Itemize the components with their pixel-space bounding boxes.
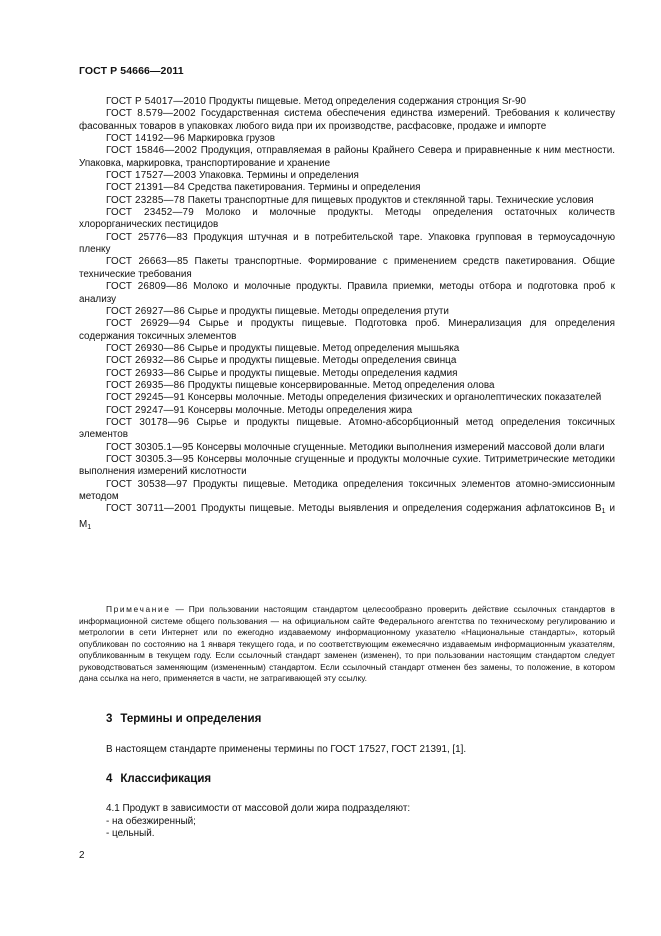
list-item: - на обезжиренный; (106, 815, 196, 827)
section-3-text: В настоящем стандарте применены термины по ГОСТ 17527, ГОСТ 21391, [1]. (106, 744, 467, 755)
reference-item: ГОСТ 26933—86 Сырье и продукты пищевые. Методы определения кадмия (106, 367, 458, 379)
reference-item: ГОСТ 23452—79 Молоко и молочные продукты. Методы определения остаточных количеств хлорорганических пестицидов (79, 207, 615, 231)
reference-item: ГОСТ 15846—2002 Продукция, отправляемая в районы Крайнего Севера и приравненные к ним местности. Упаковка, маркировка, транспортирование и хранение (79, 145, 615, 169)
reference-item: ГОСТ 17527—2003 Упаковка. Термины и определения (106, 170, 359, 182)
reference-item: ГОСТ 14192—96 Маркировка грузов (106, 133, 275, 145)
reference-item: ГОСТ 8.579—2002 Государственная система обеспечения единства измерений. Требования к количеству фасованных товаров в упаковках любого вида при их производстве, расфасовке, продаже и импорте (79, 108, 616, 132)
reference-item: ГОСТ 26932—86 Сырье и продукты пищевые. Методы определения свинца (106, 355, 457, 367)
page-number: 2 (79, 850, 85, 861)
reference-item: ГОСТ 29247—91 Консервы молочные. Методы определения жира (106, 404, 413, 416)
reference-item: ГОСТ 21391—84 Средства пакетирования. Термины и определения (106, 182, 421, 194)
reference-item: ГОСТ 26935—86 Продукты пищевые консервированные. Метод определения олова (106, 379, 495, 391)
reference-item: ГОСТ 26809—86 Молоко и молочные продукты. Правила приемки, методы отбора и подготовка проб к анализу (79, 281, 615, 305)
section-4-heading: 4 Классификация (106, 773, 212, 785)
reference-item: ГОСТ 26929—94 Сырье и продукты пищевые. Подготовка проб. Минерализация для определения содержания токсичных элементов (79, 318, 615, 342)
reference-item: ГОСТ 30538—97 Продукты пищевые. Методика определения токсичных элементов атомно-эмиссионным методом (79, 478, 615, 502)
reference-item: ГОСТ 25776—83 Продукция штучная и в потребительской таре. Упаковка групповая в термоусадочную пленку (79, 231, 615, 256)
reference-item: ГОСТ 30178—96 Сырье и продукты пищевые. Атомно-абсорбционный метод определения токсичных элементов (79, 416, 615, 441)
reference-item: ГОСТ 29245—91 Консервы молочные. Методы определения физических и органолептических показателей (106, 392, 602, 404)
reference-item: ГОСТ 30305.3—95 Консервы молочные сгущенные и продукты молочные сухие. Титриметрические методики выполнения измерений кислотности (79, 453, 615, 478)
reference-item: ГОСТ 26663—85 Пакеты транспортные. Формирование с применением средств пакетирования. Общие технические требования (79, 256, 615, 280)
page-header: ГОСТ Р 54666—2011 (79, 65, 184, 77)
reference-item: ГОСТ 30305.1—95 Консервы молочные сгущенные. Методики выполнения измерений массовой доли влаги (106, 441, 605, 453)
reference-item: ГОСТ 30711—2001 Продукты пищевые. Методы выявления и определения содержания афлатоксинов $B_1$ и $M_1$ (79, 503, 616, 531)
references-list (79, 96, 615, 534)
reference-item: ГОСТ 26930—86 Сырье и продукты пищевые. Метод определения мышьяка (106, 342, 460, 354)
section-4-body (106, 803, 410, 841)
reference-item: ГОСТ Р 54017—2010 Продукты пищевые. Метод определения содержания стронция Sr-90 (106, 96, 526, 107)
note-label: Примечание (106, 604, 171, 614)
reference-item: ГОСТ 23285—78 Пакеты транспортные для пищевых продуктов и стеклянной тары. Технические условия (106, 194, 594, 206)
clause-4-1: 4.1 Продукт в зависимости от массовой доли жира подразделяют: (106, 803, 411, 814)
section-3-heading: 3 Термины и определения (106, 713, 262, 725)
note-text: — При пользовании настоящим стандартом целесообразно проверить действие ссылочных стандартов в информационной системе общего пользования — на официальном сайте Федерального агентства по техническому регулированию и метрологии в сети Интернет или по ежегодно издаваемому информационному указателю «Национальные стандарты», который опубликован по состоянию на 1 января текущего года, и по соответствующим ежемесячно издаваемым информационным указателям, опубликованным в текущем году. Если ссылочный стандарт заменен (изменен), то при пользовании настоящим стандартом следует руководствоваться заменяющим (измененным) стандартом. Если ссылочный стандарт отменен без замены, то положение, в котором дана ссылка на него, применяется в части, не затрагивающей эту ссылку. (79, 604, 615, 684)
reference-item: ГОСТ 26927—86 Сырье и продукты пищевые. Методы определения ртути (106, 305, 449, 317)
list-item: - цельный. (106, 828, 155, 840)
reference-note (79, 604, 615, 685)
